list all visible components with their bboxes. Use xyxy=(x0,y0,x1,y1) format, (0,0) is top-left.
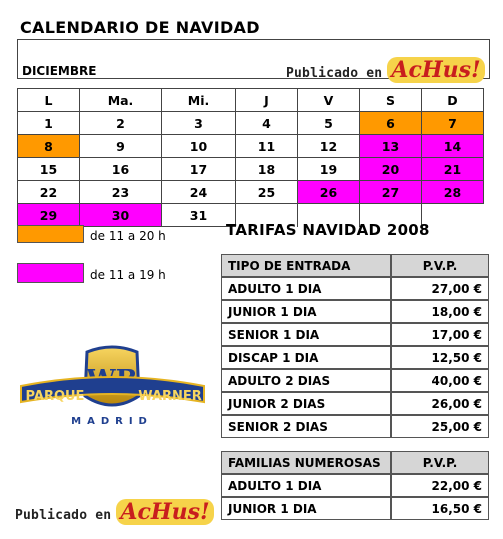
calendar-header-cell: D xyxy=(422,89,484,112)
calendar-day-cell: 1 xyxy=(18,112,80,135)
calendar-header-cell: V xyxy=(298,89,360,112)
calendar-header-cell: L xyxy=(18,89,80,112)
price-price-cell: 40,00 € xyxy=(391,369,489,392)
familias-price-cell: 22,00 € xyxy=(391,474,489,497)
calendar-day-cell: 2 xyxy=(80,112,162,135)
parque-warner-logo xyxy=(15,344,210,429)
table-row xyxy=(221,497,489,520)
watermark-brand-bottom: AcHus! xyxy=(116,499,213,525)
legend-swatch-pink xyxy=(17,263,84,283)
price-header-row xyxy=(221,254,489,277)
svg-text:PARQUE: PARQUE xyxy=(25,389,85,404)
price-type-cell: SENIOR 2 DIAS xyxy=(221,415,391,438)
calendar-week-row xyxy=(18,112,484,135)
calendar-day-cell: 11 xyxy=(236,135,298,158)
table-row xyxy=(221,277,489,300)
price-type-cell: DISCAP 1 DIA xyxy=(221,346,391,369)
calendar-header-cell: Ma. xyxy=(80,89,162,112)
familias-type-cell: JUNIOR 1 DIA xyxy=(221,497,391,520)
calendar-week-row xyxy=(18,181,484,204)
calendar-day-cell: 29 xyxy=(18,204,80,227)
calendar-day-cell: 3 xyxy=(162,112,236,135)
calendar-day-cell: 20 xyxy=(360,158,422,181)
calendar-day-cell: 7 xyxy=(422,112,484,135)
month-label: DICIEMBRE xyxy=(22,64,97,78)
calendar-day-cell: 27 xyxy=(360,181,422,204)
price-table xyxy=(221,254,489,438)
calendar-day-cell: 10 xyxy=(162,135,236,158)
legend-swatch-orange xyxy=(17,225,84,243)
calendar-day-cell: 26 xyxy=(298,181,360,204)
logo-sub-text: MADRID xyxy=(71,416,153,427)
familias-type-cell: ADULTO 1 DIA xyxy=(221,474,391,497)
price-price-cell: 27,00 € xyxy=(391,277,489,300)
price-price-cell: 12,50 € xyxy=(391,346,489,369)
calendar-header-cell: J xyxy=(236,89,298,112)
table-row xyxy=(221,323,489,346)
svg-text:WARNER: WARNER xyxy=(138,389,202,404)
table-row xyxy=(221,474,489,497)
calendar-day-cell: 18 xyxy=(236,158,298,181)
price-type-cell: ADULTO 1 DIA xyxy=(221,277,391,300)
price-type-cell: SENIOR 1 DIA xyxy=(221,323,391,346)
calendar-table xyxy=(17,88,484,227)
familias-header-pvp: P.V.P. xyxy=(391,451,489,474)
watermark-brand: AcHus! xyxy=(387,57,484,83)
page-title: CALENDARIO DE NAVIDAD xyxy=(20,18,260,37)
calendar-header-cell: Mi. xyxy=(162,89,236,112)
calendar-day-cell: 16 xyxy=(80,158,162,181)
watermark-bottom xyxy=(15,500,214,524)
legend-label-orange: de 11 a 20 h xyxy=(90,229,166,243)
calendar-day-cell: 17 xyxy=(162,158,236,181)
calendar-day-cell: 15 xyxy=(18,158,80,181)
table-row xyxy=(221,392,489,415)
calendar-day-cell: 25 xyxy=(236,181,298,204)
price-type-cell: JUNIOR 1 DIA xyxy=(221,300,391,323)
familias-table xyxy=(221,451,489,520)
familias-header-row xyxy=(221,451,489,474)
price-price-cell: 17,00 € xyxy=(391,323,489,346)
price-type-cell: ADULTO 2 DIAS xyxy=(221,369,391,392)
table-row xyxy=(221,415,489,438)
calendar-day-cell: 5 xyxy=(298,112,360,135)
calendar-day-cell: 23 xyxy=(80,181,162,204)
table-row xyxy=(221,369,489,392)
calendar-day-cell: 9 xyxy=(80,135,162,158)
price-price-cell: 26,00 € xyxy=(391,392,489,415)
price-type-cell: JUNIOR 2 DIAS xyxy=(221,392,391,415)
table-row xyxy=(221,346,489,369)
calendar-week-row xyxy=(18,158,484,181)
calendar-day-cell: 12 xyxy=(298,135,360,158)
calendar-week-row xyxy=(18,135,484,158)
calendar-day-cell xyxy=(422,204,484,227)
watermark-prefix: Publicado en xyxy=(286,66,383,81)
price-price-cell: 25,00 € xyxy=(391,415,489,438)
calendar-day-cell: 13 xyxy=(360,135,422,158)
calendar-day-cell: 6 xyxy=(360,112,422,135)
price-price-cell: 18,00 € xyxy=(391,300,489,323)
familias-header-type: FAMILIAS NUMEROSAS xyxy=(221,451,391,474)
legend-label-pink: de 11 a 19 h xyxy=(90,268,166,282)
calendar-day-cell: 8 xyxy=(18,135,80,158)
calendar-day-cell: 14 xyxy=(422,135,484,158)
calendar-header-row xyxy=(18,89,484,112)
calendar-day-cell: 28 xyxy=(422,181,484,204)
calendar-day-cell: 21 xyxy=(422,158,484,181)
calendar-day-cell: 4 xyxy=(236,112,298,135)
calendar-day-cell: 31 xyxy=(162,204,236,227)
price-header-pvp: P.V.P. xyxy=(391,254,489,277)
watermark-top xyxy=(286,58,485,82)
calendar-day-cell: 19 xyxy=(298,158,360,181)
price-header-type: TIPO DE ENTRADA xyxy=(221,254,391,277)
table-row xyxy=(221,300,489,323)
calendar-day-cell: 22 xyxy=(18,181,80,204)
tarifas-title: TARIFAS NAVIDAD 2008 xyxy=(226,221,430,239)
familias-price-cell: 16,50 € xyxy=(391,497,489,520)
calendar-day-cell: 24 xyxy=(162,181,236,204)
watermark-prefix-bottom: Publicado en xyxy=(15,508,112,523)
calendar-day-cell: 30 xyxy=(80,204,162,227)
calendar-header-cell: S xyxy=(360,89,422,112)
